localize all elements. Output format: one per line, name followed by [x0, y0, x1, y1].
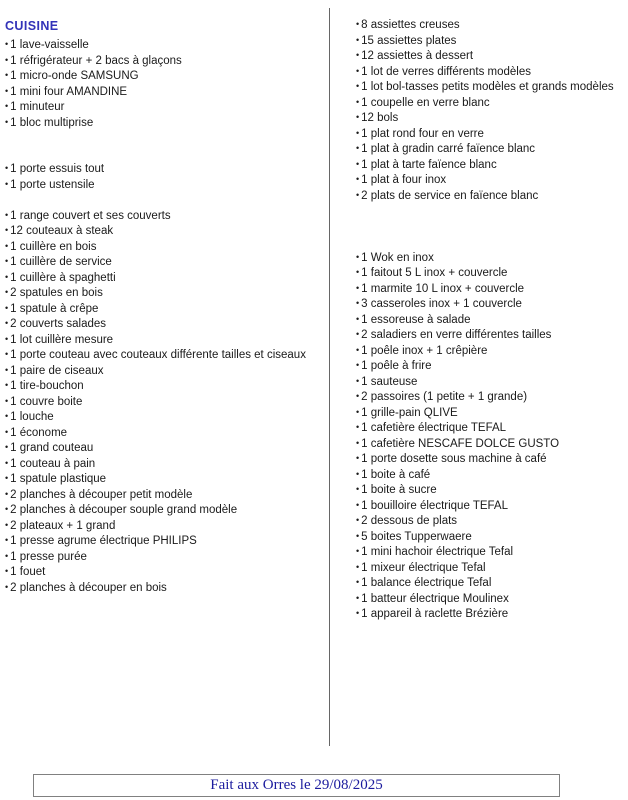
item-label: 1 grand couteau — [10, 442, 94, 454]
bullet-icon: • — [356, 81, 360, 91]
bullet-icon: • — [356, 143, 360, 153]
item-label: 1 grille-pain QLIVE — [361, 406, 458, 419]
item-label: 1 mixeur électrique Tefal — [361, 561, 486, 574]
bullet-icon: • — [5, 504, 9, 514]
bullet-icon: • — [5, 101, 9, 111]
item-label: 12 bols — [361, 112, 399, 124]
inventory-item — [5, 302, 327, 318]
item-group — [356, 18, 624, 204]
inventory-item — [356, 390, 624, 406]
inventory-item — [356, 65, 624, 81]
item-label: 1 marmite 10 L inox + couvercle — [361, 282, 525, 295]
item-label: 2 saladiers en verre différentes tailles — [361, 329, 552, 341]
item-label: 1 presse agrume électrique PHILIPS — [10, 535, 197, 547]
inventory-item — [5, 410, 327, 426]
bullet-icon: • — [5, 318, 9, 328]
bullet-icon: • — [356, 484, 360, 494]
item-label: 1 tire-bouchon — [10, 380, 84, 392]
bullet-icon: • — [356, 329, 360, 339]
bullet-icon: • — [356, 592, 360, 603]
bullet-icon: • — [356, 112, 360, 122]
item-label: 1 lot de verres différents modèles — [361, 65, 531, 78]
item-label: 1 paire de ciseaux — [10, 364, 104, 377]
bullet-icon: • — [5, 581, 9, 592]
bullet-icon: • — [356, 468, 360, 479]
item-group — [5, 38, 327, 131]
inventory-item — [5, 488, 327, 504]
bullet-icon: • — [5, 240, 9, 251]
bullet-icon: • — [5, 54, 9, 65]
item-label: 2 dessous de plats — [361, 515, 458, 527]
inventory-item — [5, 581, 327, 597]
inventory-item — [356, 266, 624, 282]
item-label: 1 porte couteau avec couteaux différente tailles et ciseaux — [10, 349, 306, 361]
item-label: 1 bouilloire électrique TEFAL — [361, 499, 508, 512]
inventory-item — [5, 348, 327, 364]
inventory-item — [5, 317, 327, 333]
inventory-item — [5, 286, 327, 302]
inventory-item — [5, 178, 327, 194]
footer-box — [33, 774, 560, 797]
item-label: 1 sauteuse — [361, 375, 418, 388]
bullet-icon: • — [356, 375, 360, 386]
item-label: 5 boites Tupperwaere — [361, 530, 472, 543]
bullet-icon: • — [5, 116, 9, 127]
item-label: 1 plat à gradin carré faïence blanc — [361, 143, 536, 155]
inventory-item — [5, 550, 327, 566]
inventory-item — [356, 18, 624, 34]
bullet-icon: • — [5, 442, 9, 452]
bullet-icon: • — [356, 499, 360, 510]
item-label: 1 lave-vaisselle — [10, 39, 89, 51]
item-label: 1 poêle à frire — [361, 360, 432, 372]
item-label: 1 fouet — [10, 566, 46, 578]
item-label: 1 couvre boite — [10, 395, 83, 408]
item-label: 1 lot cuillère mesure — [10, 333, 114, 346]
bullet-icon: • — [5, 85, 9, 96]
bullet-icon: • — [356, 267, 360, 277]
item-label: 2 passoires (1 petite + 1 grande) — [361, 391, 528, 403]
bullet-icon: • — [5, 488, 9, 499]
inventory-item — [356, 282, 624, 298]
inventory-item — [5, 441, 327, 457]
bullet-icon: • — [5, 70, 9, 80]
inventory-item — [356, 297, 624, 313]
inventory-item — [356, 251, 624, 267]
item-label: 1 économe — [10, 426, 68, 439]
item-label: 1 mini four AMANDINE — [10, 85, 128, 98]
bullet-icon: • — [356, 127, 360, 138]
inventory-item — [356, 313, 624, 329]
page-title: CUISINE — [5, 19, 59, 33]
item-group — [356, 251, 624, 623]
inventory-item — [356, 592, 624, 608]
inventory-item — [5, 54, 327, 70]
inventory-item — [5, 38, 327, 54]
inventory-item — [356, 96, 624, 112]
item-label: 2 plats de service en faïence blanc — [361, 189, 539, 202]
column-divider-line — [329, 8, 330, 746]
item-label: 1 appareil à raclette Brézière — [361, 608, 509, 620]
item-label: 1 louche — [10, 411, 54, 423]
inventory-item — [356, 406, 624, 422]
inventory-item — [5, 534, 327, 550]
item-label: 1 boite à café — [361, 468, 431, 481]
inventory-item — [356, 328, 624, 344]
item-label: 1 minuteur — [10, 101, 65, 113]
bullet-icon: • — [356, 251, 360, 262]
item-label: 2 plateaux + 1 grand — [10, 519, 116, 532]
item-label: 1 batteur électrique Moulinex — [361, 592, 509, 605]
item-label: 2 couverts salades — [10, 318, 107, 330]
item-label: 1 micro-onde SAMSUNG — [10, 70, 139, 82]
inventory-item — [356, 49, 624, 65]
bullet-icon: • — [5, 566, 9, 576]
inventory-item — [5, 395, 327, 411]
bullet-icon: • — [356, 360, 360, 370]
bullet-icon: • — [5, 535, 9, 545]
bullet-icon: • — [5, 256, 9, 266]
inventory-item — [356, 359, 624, 375]
inventory-item — [356, 173, 624, 189]
inventory-item — [5, 162, 327, 178]
bullet-icon: • — [356, 577, 360, 587]
inventory-item — [356, 189, 624, 205]
bullet-icon: • — [356, 515, 360, 525]
bullet-icon: • — [356, 34, 360, 45]
right-item-list — [356, 18, 624, 623]
bullet-icon: • — [5, 333, 9, 344]
item-label: 1 porte ustensile — [10, 178, 95, 191]
bullet-icon: • — [356, 65, 360, 76]
inventory-item — [5, 503, 327, 519]
item-label: 1 spatule plastique — [10, 473, 107, 485]
bullet-icon: • — [5, 364, 9, 375]
inventory-item — [356, 158, 624, 174]
inventory-item — [356, 452, 624, 468]
bullet-icon: • — [356, 282, 360, 293]
inventory-item — [356, 437, 624, 453]
bullet-icon: • — [5, 349, 9, 359]
item-label: 2 planches à découper en bois — [10, 581, 167, 594]
item-label: 1 faitout 5 L inox + couvercle — [361, 267, 508, 279]
bullet-icon: • — [356, 313, 360, 324]
item-label: 2 planches à découper souple grand modèle — [10, 504, 238, 516]
bullet-icon: • — [5, 395, 9, 406]
bullet-icon: • — [5, 271, 9, 282]
inventory-item — [5, 224, 327, 240]
item-group — [5, 209, 327, 597]
item-label: 1 plat rond four en verre — [361, 127, 484, 140]
left-column — [5, 18, 327, 596]
inventory-item — [5, 457, 327, 473]
bullet-icon: • — [356, 406, 360, 417]
item-label: 12 assiettes à dessert — [361, 50, 474, 62]
bullet-icon: • — [356, 437, 360, 448]
left-item-list — [5, 38, 327, 596]
bullet-icon: • — [5, 163, 9, 173]
item-label: 1 poêle inox + 1 crêpière — [361, 344, 488, 357]
item-label: 1 lot bol-tasses petits modèles et grands modèles — [361, 81, 614, 93]
bullet-icon: • — [356, 96, 360, 107]
right-column — [356, 18, 624, 623]
item-label: 1 bloc multiprise — [10, 116, 94, 129]
bullet-icon: • — [356, 158, 360, 169]
bullet-icon: • — [5, 178, 9, 189]
bullet-icon: • — [356, 298, 360, 308]
inventory-item — [356, 561, 624, 577]
bullet-icon: • — [5, 550, 9, 561]
inventory-item — [356, 607, 624, 623]
inventory-item — [5, 69, 327, 85]
bullet-icon: • — [5, 457, 9, 468]
bullet-icon: • — [5, 39, 9, 49]
item-label: 1 porte essuis tout — [10, 163, 105, 175]
inventory-item — [356, 499, 624, 515]
bullet-icon: • — [356, 344, 360, 355]
item-label: 1 boite à sucre — [361, 484, 437, 496]
inventory-item — [5, 271, 327, 287]
item-label: 1 spatule à crêpe — [10, 302, 99, 315]
inventory-item — [356, 344, 624, 360]
inventory-item — [5, 240, 327, 256]
item-label: 12 couteaux à steak — [10, 225, 114, 237]
inventory-item — [356, 127, 624, 143]
inventory-item — [5, 209, 327, 225]
inventory-item — [5, 426, 327, 442]
inventory-item — [356, 375, 624, 391]
item-group — [5, 162, 327, 193]
bullet-icon: • — [356, 530, 360, 541]
item-label: 15 assiettes plates — [361, 34, 457, 47]
bullet-icon: • — [356, 608, 360, 618]
bullet-icon: • — [5, 473, 9, 483]
inventory-item — [356, 421, 624, 437]
bullet-icon: • — [356, 391, 360, 401]
item-label: 1 mini hachoir électrique Tefal — [361, 546, 514, 558]
item-label: 1 porte dosette sous machine à café — [361, 453, 547, 465]
bullet-icon: • — [5, 519, 9, 530]
inventory-item — [5, 255, 327, 271]
item-label: 1 cuillère de service — [10, 256, 112, 268]
inventory-item — [356, 111, 624, 127]
inventory-item — [356, 142, 624, 158]
inventory-item — [5, 565, 327, 581]
inventory-item — [356, 80, 624, 96]
bullet-icon: • — [5, 380, 9, 390]
inventory-item — [356, 468, 624, 484]
footer-text: Fait aux Orres le 29/08/2025 — [210, 777, 383, 793]
inventory-item — [5, 519, 327, 535]
bullet-icon: • — [356, 546, 360, 556]
bullet-icon: • — [356, 422, 360, 432]
inventory-item — [5, 85, 327, 101]
inventory-item — [5, 364, 327, 380]
inventory-item — [5, 100, 327, 116]
item-label: 3 casseroles inox + 1 couvercle — [361, 298, 522, 310]
inventory-item — [356, 34, 624, 50]
inventory-item — [5, 472, 327, 488]
inventory-item — [356, 576, 624, 592]
item-label: 1 essoreuse à salade — [361, 313, 471, 326]
item-label: 2 spatules en bois — [10, 287, 103, 299]
item-label: 1 cafetière électrique TEFAL — [361, 422, 507, 434]
item-label: 1 Wok en inox — [361, 251, 434, 264]
inventory-item — [356, 483, 624, 499]
bullet-icon: • — [5, 302, 9, 313]
bullet-icon: • — [356, 174, 360, 184]
item-label: 1 plat à tarte faïence blanc — [361, 158, 497, 171]
item-label: 1 cuillère en bois — [10, 240, 97, 253]
inventory-item — [5, 379, 327, 395]
item-label: 1 coupelle en verre blanc — [361, 96, 490, 109]
bullet-icon: • — [356, 50, 360, 60]
item-label: 1 cuillère à spaghetti — [10, 271, 116, 284]
item-label: 1 presse purée — [10, 550, 87, 563]
inventory-item — [356, 545, 624, 561]
bullet-icon: • — [356, 189, 360, 200]
inventory-item — [356, 514, 624, 530]
inventory-item — [5, 333, 327, 349]
item-label: 1 balance électrique Tefal — [361, 577, 492, 589]
item-label: 2 planches à découper petit modèle — [10, 488, 193, 501]
bullet-icon: • — [5, 209, 9, 220]
item-label: 1 couteau à pain — [10, 457, 96, 470]
bullet-icon: • — [356, 561, 360, 572]
item-label: 8 assiettes creuses — [361, 19, 460, 31]
bullet-icon: • — [5, 225, 9, 235]
inventory-item — [356, 530, 624, 546]
bullet-icon: • — [5, 411, 9, 421]
item-label: 1 cafetière NESCAFE DOLCE GUSTO — [361, 437, 560, 450]
item-label: 1 range couvert et ses couverts — [10, 209, 171, 222]
bullet-icon: • — [356, 19, 360, 29]
item-label: 1 plat à four inox — [361, 174, 447, 186]
bullet-icon: • — [356, 453, 360, 463]
inventory-item — [5, 116, 327, 132]
item-label: 1 réfrigérateur + 2 bacs à glaçons — [10, 54, 182, 67]
bullet-icon: • — [5, 426, 9, 437]
bullet-icon: • — [5, 287, 9, 297]
